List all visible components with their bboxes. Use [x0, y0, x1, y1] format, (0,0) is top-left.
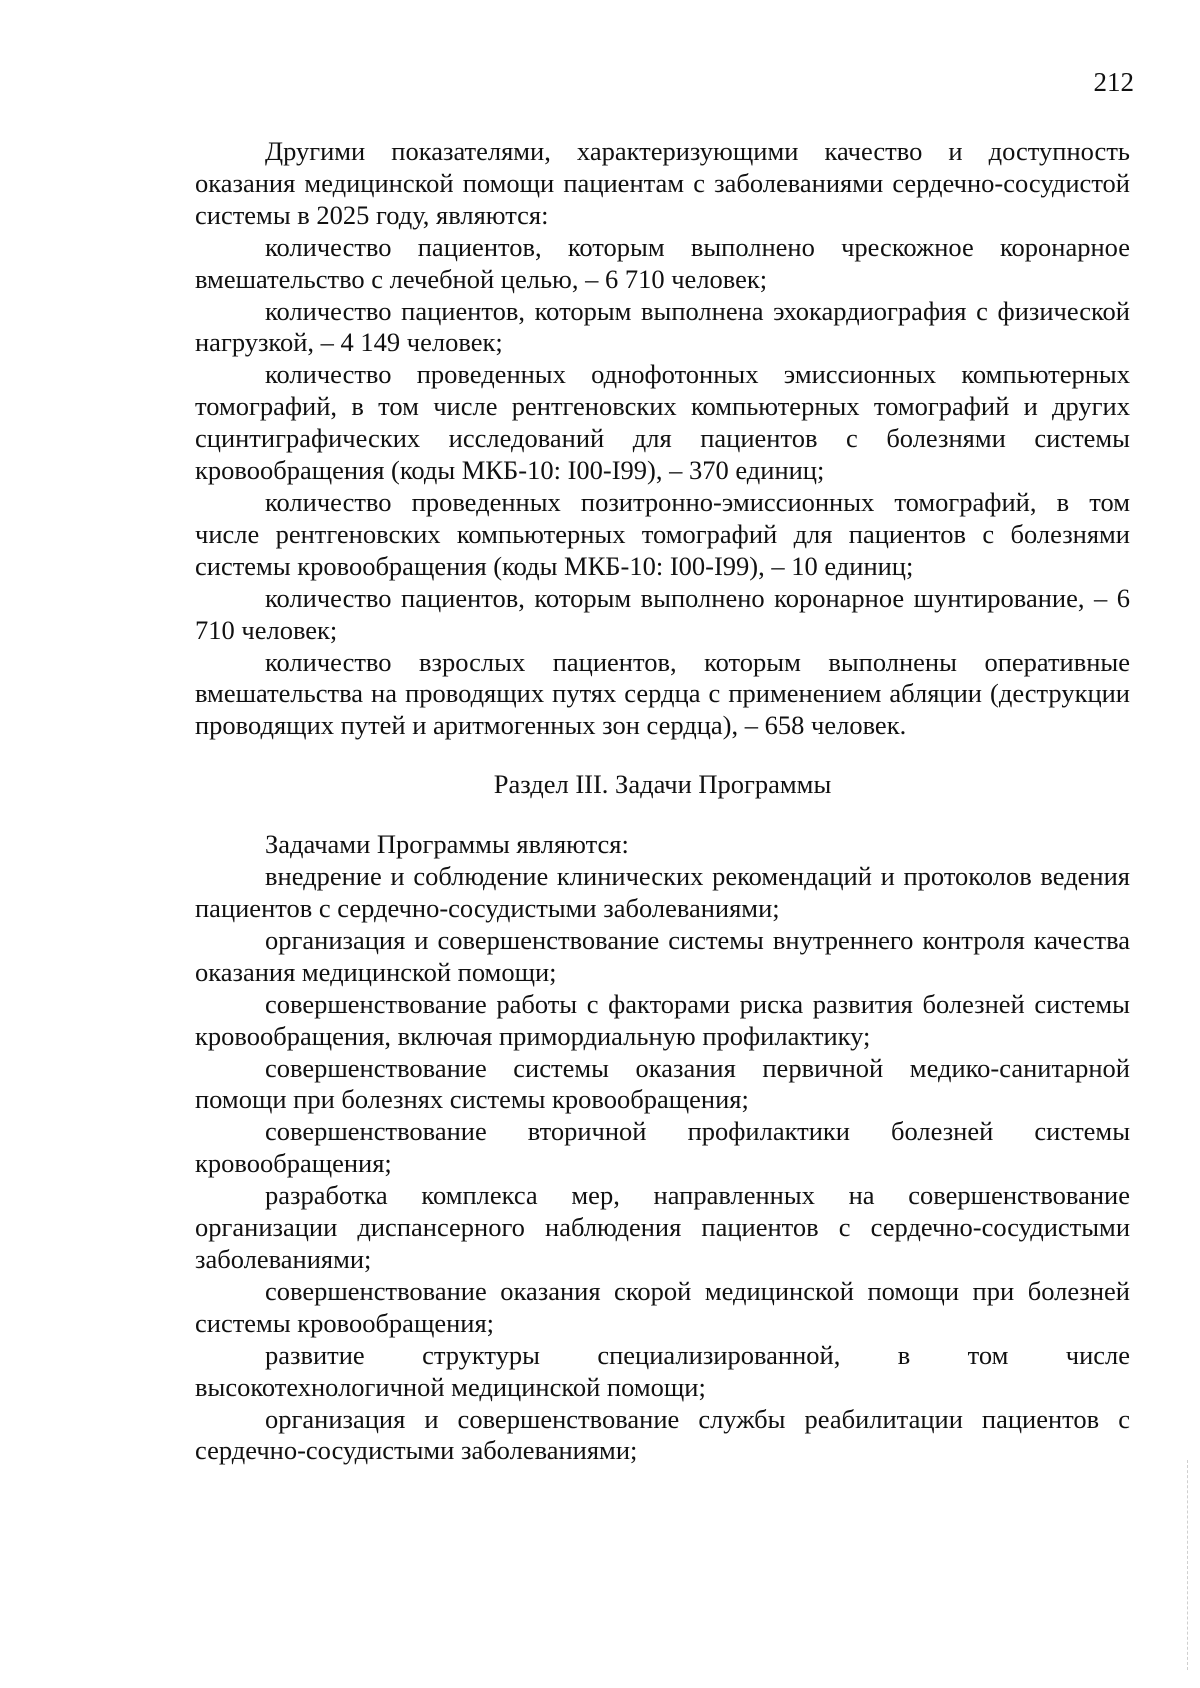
- indicator-paragraph: количество взрослых пациентов, которым выполнены оперативные вмешательства на проводящих путях сердца с применением абляции (деструкции проводящих путей и аритмогенных зон сердца), – 658 человек.: [195, 646, 1130, 741]
- document-body: [195, 136, 1130, 1467]
- indicator-paragraph: количество пациентов, которым выполнено чрескожное коронарное вмешательство с лечебной целью, – 6 710 человек;: [195, 231, 1130, 294]
- task-paragraph: внедрение и соблюдение клинических рекомендаций и протоколов ведения пациентов с сердечно-сосудистыми заболеваниями;: [195, 861, 1130, 924]
- tasks-intro-paragraph: Задачами Программы являются:: [265, 829, 629, 860]
- page-number: 212: [1093, 67, 1134, 97]
- indicator-paragraph: количество проведенных позитронно-эмиссионных томографий, в том числе рентгеновских компьютерных томографий для пациентов с болезнями системы кровообращения (коды МКБ-10: I00-I99), – 10 единиц;: [195, 486, 1130, 581]
- task-paragraph: совершенствование системы оказания первичной медико-санитарной помощи при болезнях системы кровообращения;: [195, 1052, 1130, 1115]
- task-paragraph: развитие структуры специализированной, в том числе высокотехнологичной медицинской помощи;: [195, 1339, 1130, 1402]
- task-paragraph: совершенствование оказания скорой медицинской помощи при болезней системы кровообращения;: [195, 1275, 1130, 1338]
- section-heading: Раздел III. Задачи Программы: [493, 769, 832, 800]
- indicator-paragraph: количество пациентов, которым выполнена эхокардиография с физической нагрузкой, – 4 149 человек;: [195, 295, 1130, 358]
- intro-paragraph: Другими показателями, характеризующими качество и доступность оказания медицинской помощи пациентам с заболеваниями сердечно-сосудистой системы в 2025 году, являются:: [195, 136, 1130, 230]
- task-paragraph: совершенствование работы с факторами риска развития болезней системы кровообращения, включая примордиальную профилактику;: [195, 988, 1130, 1051]
- task-paragraph: совершенствование вторичной профилактики болезней системы кровообращения;: [195, 1116, 1130, 1179]
- scan-edge-artifact: [1186, 1460, 1188, 1670]
- indicator-paragraph: количество пациентов, которым выполнено коронарное шунтирование, – 6 710 человек;: [195, 582, 1130, 645]
- task-paragraph: разработка комплекса мер, направленных на совершенствование организации диспансерного наблюдения пациентов с сердечно-сосудистыми заболеваниями;: [195, 1180, 1130, 1274]
- task-paragraph: организация и совершенствование системы внутреннего контроля качества оказания медицинской помощи;: [195, 924, 1130, 987]
- task-paragraph: организация и совершенствование службы реабилитации пациентов с сердечно-сосудистыми заболеваниями;: [195, 1403, 1130, 1466]
- indicator-paragraph: количество проведенных однофотонных эмиссионных компьютерных томографий, в том числе рентгеновских компьютерных томографий и других сцинтиграфических исследований для пациентов с болезнями системы кровообращения (коды МКБ-10: I00-I99), – 370 единиц;: [195, 359, 1130, 486]
